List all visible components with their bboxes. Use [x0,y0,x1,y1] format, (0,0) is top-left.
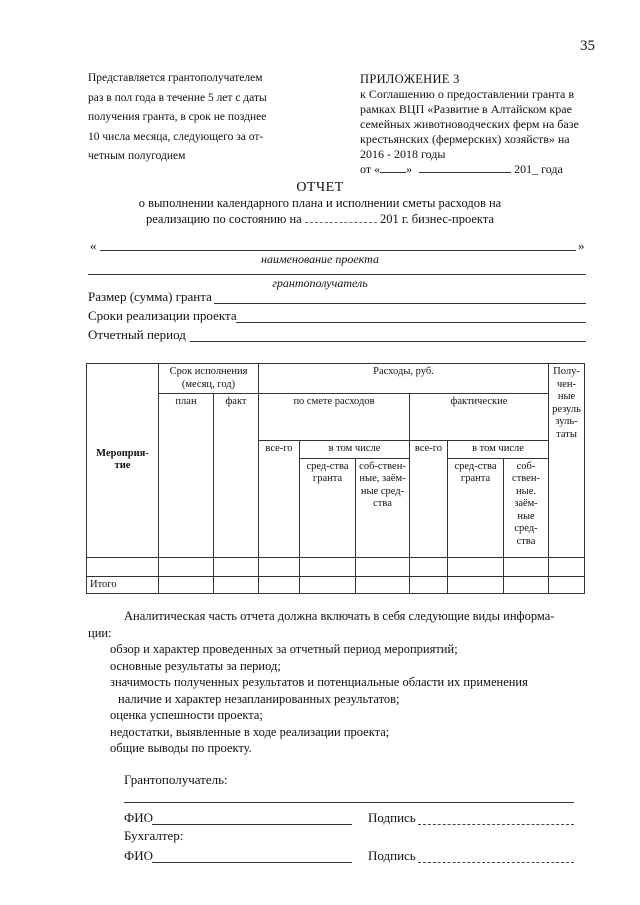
analytic-intro-cont: ции: [88,625,112,640]
date-blank [305,211,377,223]
grantee-signature-label: Грантополучатель: [124,772,228,787]
col-results: Полу-чен-ные резуль зуль-таты [549,364,585,558]
project-terms-label: Сроки реализации проекта [88,308,237,323]
accountant-sign-label: Подпись [368,848,416,863]
appendix-line: к Соглашению о предоставлении гранта в [360,87,575,101]
note-line: получения гранта, в срок не позднее [88,111,267,123]
col-incl: в том числе [300,441,410,459]
note-line: раз в пол года в течение 5 лет с даты [88,91,267,104]
col-own-funds: соб-ствен-ные, заём-ные сред-ства [356,458,410,557]
analytic-intro: Аналитическая часть отчета должна включать в себя следующие виды информа- [124,609,555,623]
col-by-estimate: по смете расходов [259,394,410,441]
col-plan: план [159,394,214,558]
col-grant-funds: сред-ства гранта [300,458,356,557]
col-total-actual: все-го [410,441,448,558]
col-expenses: Расходы, руб. [259,364,549,394]
col-grant-funds-actual: сред-ства гранта [448,458,504,557]
appendix-line: рамках ВЦП «Развитие в Алтайском крае [360,102,572,116]
note-line: Представляется грантополучателем [88,72,263,84]
page-number: 35 [580,38,595,54]
appendix-title: ПРИЛОЖЕНИЕ 3 [360,72,460,86]
analytic-item: недостатки, выявленные в ходе реализации проекта; [110,724,390,739]
appendix-line: семейных животноводческих ферм на базе [360,117,579,131]
col-fact: факт [214,394,259,558]
submission-note [88,69,288,167]
accountant-label: Бухгалтер: [124,828,184,843]
grantee-label: грантополучатель [272,276,368,290]
col-term: Срок исполнения (месяц, год) [159,364,259,394]
note-line: четным полугодием [88,150,186,162]
table-row [87,557,585,576]
appendix-header [360,72,592,177]
project-name-label: наименование проекта [261,252,379,266]
close-quote: » [578,238,585,253]
grantee-sign-label: Подпись [368,810,416,825]
analytic-item: оценка успешности проекта; [110,708,263,722]
total-row [87,576,585,594]
analytic-item: основные результаты за период; [110,658,281,673]
note-line: 10 числа месяца, следующего за от- [88,130,264,143]
report-title: ОТЧЕТ [296,180,344,195]
total-label: Итого [87,576,159,594]
col-incl-actual: в том числе [448,441,549,459]
open-quote: « [90,238,97,253]
col-actual: фактические [410,394,549,441]
col-event: Мероприя-тие [87,364,159,558]
grantee-fio-label: ФИО [124,810,154,825]
col-own-funds-actual: соб-ствен-ные. заём-ные сред-ства [504,458,549,557]
appendix-date: от « » 201_ года [360,162,563,176]
appendix-line: 2016 - 2018 годы [360,147,446,161]
analytic-item: обзор и характер проведенных за отчетный период мероприятий; [110,642,458,656]
appendix-line: крестьянских (фермерских) хозяйств» на [360,132,570,146]
reporting-period-label: Отчетный период [88,327,186,342]
analytic-item: общие выводы по проекту. [110,741,252,755]
analytic-item: значимость полученных результатов и потенциальные области их применения [110,675,528,689]
grant-size-label: Размер (сумма) гранта [88,289,212,304]
accountant-fio-label: ФИО [124,848,154,863]
report-subtitle-2: реализацию по состоянию на 201 г. бизнес-проекта [145,212,495,226]
report-subtitle-1: о выполнении календарного плана и исполнении сметы расходов на [138,196,502,210]
col-total: все-го [259,441,300,558]
analytic-section [88,608,598,757]
analytic-item: наличие и характер незапланированных результатов; [118,691,400,706]
expenses-table [86,363,585,594]
